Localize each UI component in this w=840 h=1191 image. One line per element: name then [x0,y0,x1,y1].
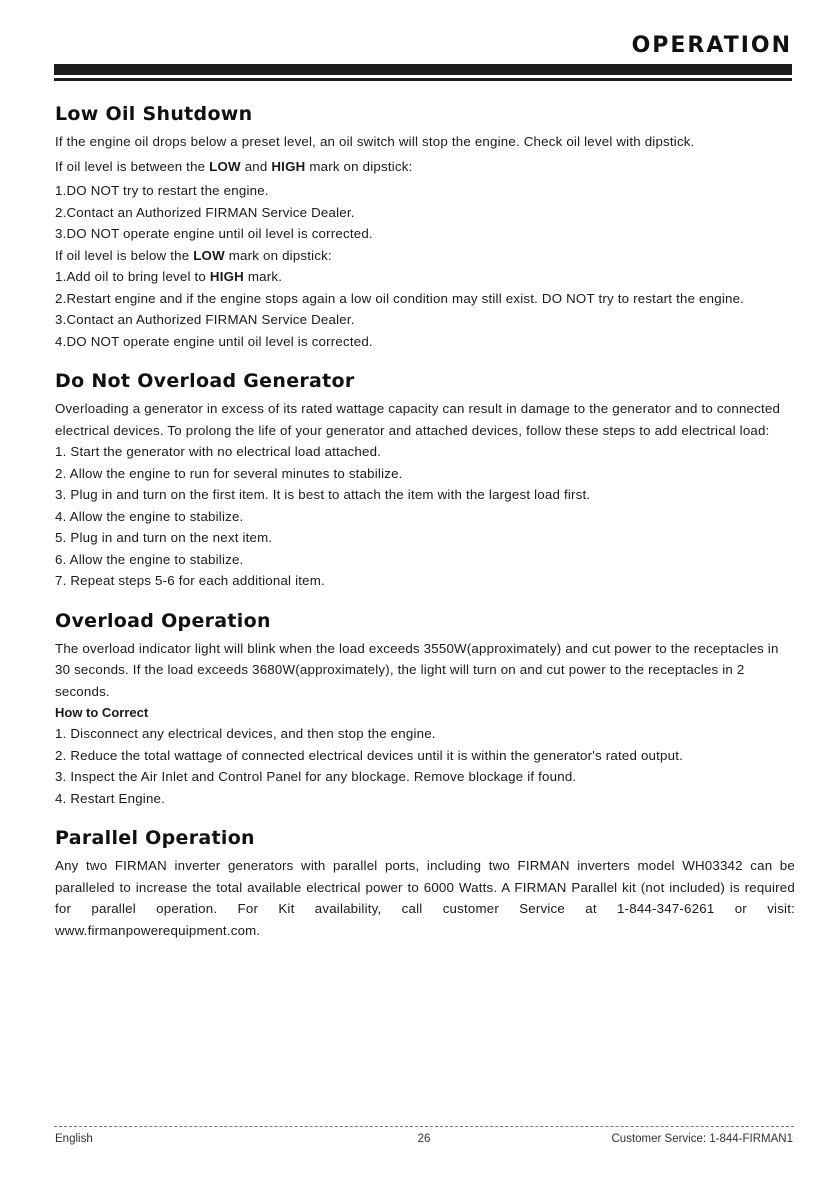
list-item: 1. Disconnect any electrical devices, and then stop the engine. [55,726,436,741]
list-item: 3. Plug in and turn on the first item. It is best to attach the item with the largest load first. [55,487,591,502]
footer-language: English [55,1133,93,1145]
paragraph: Overloading a generator in excess of its rated wattage capacity can result in damage to the generator and to connected electrical devices. To prolong the life of your generator and attached devices, follow these steps to add electrical load: [55,401,781,438]
paragraph: If the engine oil drops below a preset level, an oil switch will stop the engine. Check oil level with dipstick. [55,134,695,149]
header-rule-thick [54,64,792,75]
list-item: 3.Contact an Authorized FIRMAN Service Dealer. [55,312,355,327]
header-rule-thin [54,78,792,81]
section-heading: Do Not Overload Generator [55,370,355,392]
list-item: 2.Contact an Authorized FIRMAN Service Dealer. [55,204,355,220]
list-item: 1. Start the generator with no electrical load attached. [55,444,382,459]
list-item: 1.Add oil to bring level to HIGH mark. [55,269,283,284]
footer-customer-service: Customer Service: 1-844-FIRMAN1 [611,1133,793,1145]
list-item: 4.DO NOT operate engine until oil level is corrected. [55,333,373,349]
list-item: 2. Reduce the total wattage of connected electrical devices until it is within the generator's rated output. [55,747,684,763]
list-item: 4. Restart Engine. [55,790,166,806]
list-item: 2. Allow the engine to run for several minutes to stabilize. [55,465,403,481]
page-content [55,103,795,941]
list-item: 1.DO NOT try to restart the engine. [55,183,269,198]
list-item: 7. Repeat steps 5-6 for each additional item. [55,573,325,588]
section-overload-operation [55,610,795,810]
page-number: 26 [417,1133,431,1145]
sub-heading: How to Correct [55,705,149,720]
section-low-oil [55,103,795,352]
list-item: 4. Allow the engine to stabilize. [55,508,244,524]
list-item: 6. Allow the engine to stabilize. [55,551,244,567]
section-heading: Parallel Operation [55,827,255,849]
section-heading: Low Oil Shutdown [55,103,253,125]
list-item: 3.DO NOT operate engine until oil level is corrected. [55,226,373,241]
list-item: 3. Inspect the Air Inlet and Control Panel for any blockage. Remove blockage if found. [55,769,577,784]
paragraph: The overload indicator light will blink when the load exceeds 3550W(approximately) and cut power to the receptacles in 30 seconds. If the load exceeds 3680W(approximately), the light will turn on and cut power to the receptacles in 2 seconds. [55,640,779,699]
condition-line: If oil level is between the LOW and HIGH mark on dipstick: [55,158,413,174]
section-overload [55,370,795,592]
section-parallel [55,827,795,941]
footer-divider [54,1126,794,1127]
page-title: OPERATION [631,33,792,58]
section-heading: Overload Operation [55,609,271,632]
list-item: 5. Plug in and turn on the next item. [55,530,273,545]
condition-line: If oil level is below the LOW mark on dipstick: [55,247,332,263]
paragraph: Any two FIRMAN inverter generators with parallel ports, including two FIRMAN inverters model WH03342 can be paralleled to increase the total available electrical power to 6000 Watts. A FIRMAN Parallel kit (not included) is required for parallel operation. For Kit availability, call customer Service at 1-844-347-6261 or visit: www.firmanpowerequipment.com. [55,858,795,938]
list-item: 2.Restart engine and if the engine stops again a low oil condition may still exist. DO NOT try to restart the engine. [55,290,745,306]
